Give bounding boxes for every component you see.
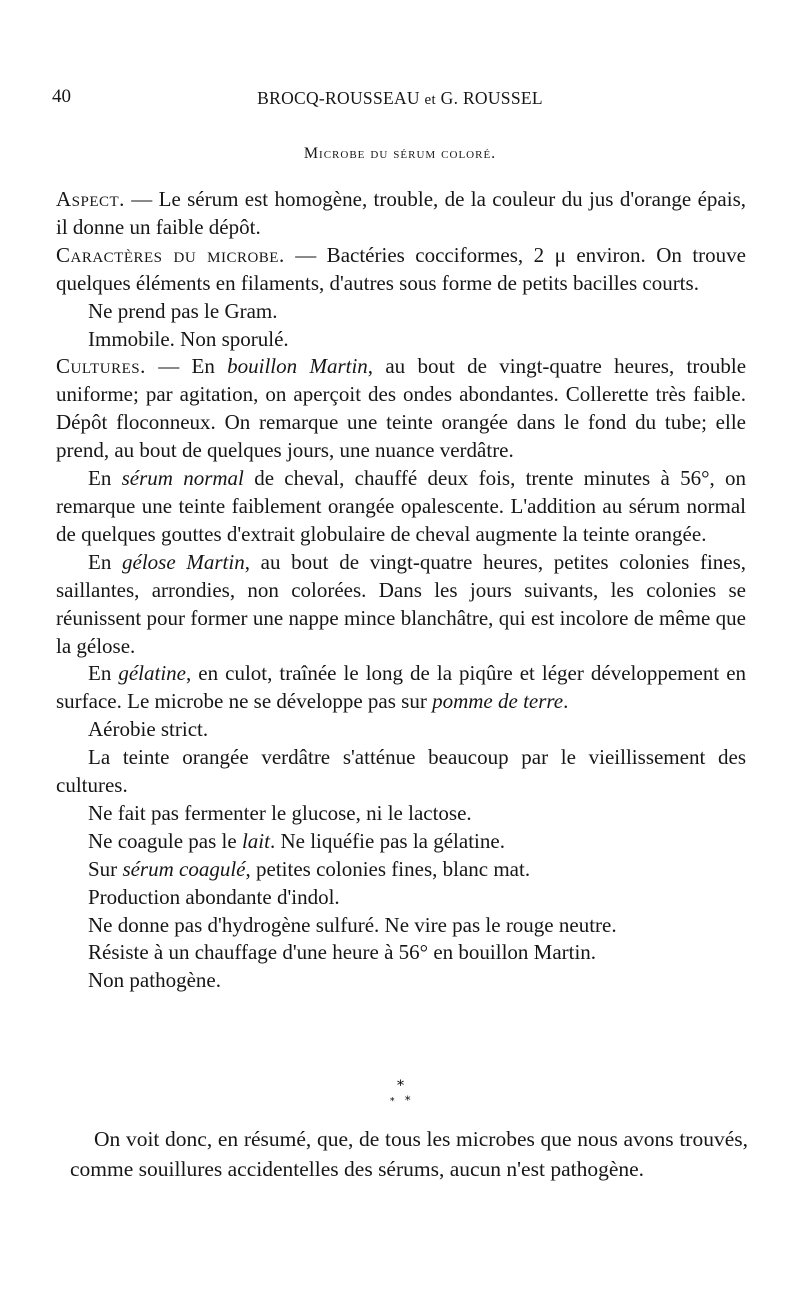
cultures-text-2: , au bout de vingt-quatre heures, trouble uniforme; par agitation, on aperçoit des ondes abondantes. Collerette très faible. Dépôt floconneux. On remarque une teinte orangée dans le fond du tube; elle prend, au bout de quelques jours, une nuance verdâtre. <box>56 354 747 463</box>
medium-gelatine: gélatine <box>118 661 187 686</box>
run-in-heading-cultures: Cultures. <box>56 354 146 379</box>
paragraph-glucose: Ne fait pas fermenter le glucose, ni le lactose. <box>88 800 472 825</box>
paragraph-aspect <box>56 186 746 242</box>
serum-normal-text-1: En <box>88 466 122 491</box>
paragraph-gelatine <box>56 660 746 716</box>
paragraph-gram: Ne prend pas le Gram. <box>88 298 278 323</box>
page-number: 40 <box>52 86 71 107</box>
running-header <box>52 86 748 118</box>
asterism-star-right: * <box>405 1094 411 1107</box>
cultures-text-1: — En <box>145 354 228 379</box>
aspect-text: — Le sérum est homogène, trouble, de la couleur du jus d'orange épais, il donne un faible dépôt. <box>56 187 746 239</box>
gelose-text-1: En <box>88 549 123 574</box>
paragraph-gelose <box>56 549 746 661</box>
medium-serum-normal: sérum normal <box>121 466 244 491</box>
medium-pomme-de-terre: pomme de terre <box>432 689 564 714</box>
gelatine-text-2: , en culot, traînée le long de la piqûre et léger développement en surface. Le microbe ne se développe pas sur <box>56 661 747 714</box>
running-title <box>52 88 748 109</box>
paragraph-cultures <box>56 353 746 465</box>
paragraph-caracteres <box>56 242 746 298</box>
paragraph-pathogene: Non pathogène. <box>88 968 221 993</box>
author-2: G. ROUSSEL <box>440 88 543 108</box>
medium-serum-coagule: sérum coagulé <box>122 856 246 881</box>
paragraph-hydrogene: Ne donne pas d'hydrogène sulfuré. Ne vire pas le rouge neutre. <box>88 912 617 937</box>
author-conjunction: et <box>424 92 436 108</box>
paragraph-immobile: Immobile. Non sporulé. <box>88 326 289 351</box>
paragraph-lait <box>56 828 746 856</box>
gelatine-text-3: . <box>563 689 569 714</box>
paragraph-serum-normal <box>56 465 746 549</box>
serum-coagule-text-1: Sur <box>88 856 123 881</box>
paragraph-serum-coagule <box>56 856 746 884</box>
medium-gelose: gélose Martin <box>122 549 245 574</box>
asterism-star-top: * <box>397 1078 404 1094</box>
caracteres-text: — Bactéries cocciformes, 2 μ environ. On trouve quelques éléments en filaments, d'autres sous forme de petits bacilles courts. <box>56 242 746 295</box>
paragraph-teinte: La teinte orangée verdâtre s'atténue beaucoup par le vieillissement des cultures. <box>56 745 746 798</box>
run-in-heading-caracteres: Caractères du microbe. <box>56 242 285 267</box>
asterism-star-left: * <box>390 1097 395 1107</box>
paragraph-chauffage: Résiste à un chauffage d'une heure à 56° en bouillon Martin. <box>88 940 597 965</box>
lait-text-2: . Ne liquéfie pas la gélatine. <box>269 828 505 853</box>
medium-bouillon: bouillon Martin <box>227 354 368 379</box>
serum-coagule-text-2: , petites colonies fines, blanc mat. <box>245 856 531 881</box>
gelose-text-2: , au bout de vingt-quatre heures, petites colonies fines, saillantes, arrondies, non colorées. Dans les jours suivants, les colonies se réunissent pour former une nappe mince blanchâtre, qui est incolore de même que la gélose. <box>56 549 747 658</box>
summary-paragraph: On voit donc, en résumé, que, de tous les microbes que nous avons trouvés, comme souillures accidentelles des sérums, aucun n'est pathogène. <box>70 1127 748 1181</box>
section-title: Microbe du sérum coloré. <box>303 145 497 162</box>
run-in-heading-aspect: Aspect. <box>56 187 125 211</box>
paragraph-aerobie: Aérobie strict. <box>88 717 209 742</box>
section-heading <box>0 145 800 163</box>
medium-lait: lait <box>241 828 270 853</box>
summary-section <box>70 1125 748 1184</box>
serum-normal-text-2: de cheval, chauffé deux fois, trente minutes à 56°, on remarque une teinte faiblement orangée opalescente. L'addition au sérum normal de quelques gouttes d'extrait globulaire de cheval augmente la teinte orangée. <box>56 466 746 546</box>
gelatine-text-1: En <box>88 661 119 686</box>
asterism-ornament <box>380 1078 420 1108</box>
paragraph-indol: Production abondante d'indol. <box>88 884 340 909</box>
lait-text-1: Ne coagule pas le <box>88 828 242 853</box>
body-text <box>56 186 746 995</box>
author-1: BROCQ-ROUSSEAU <box>257 88 420 108</box>
